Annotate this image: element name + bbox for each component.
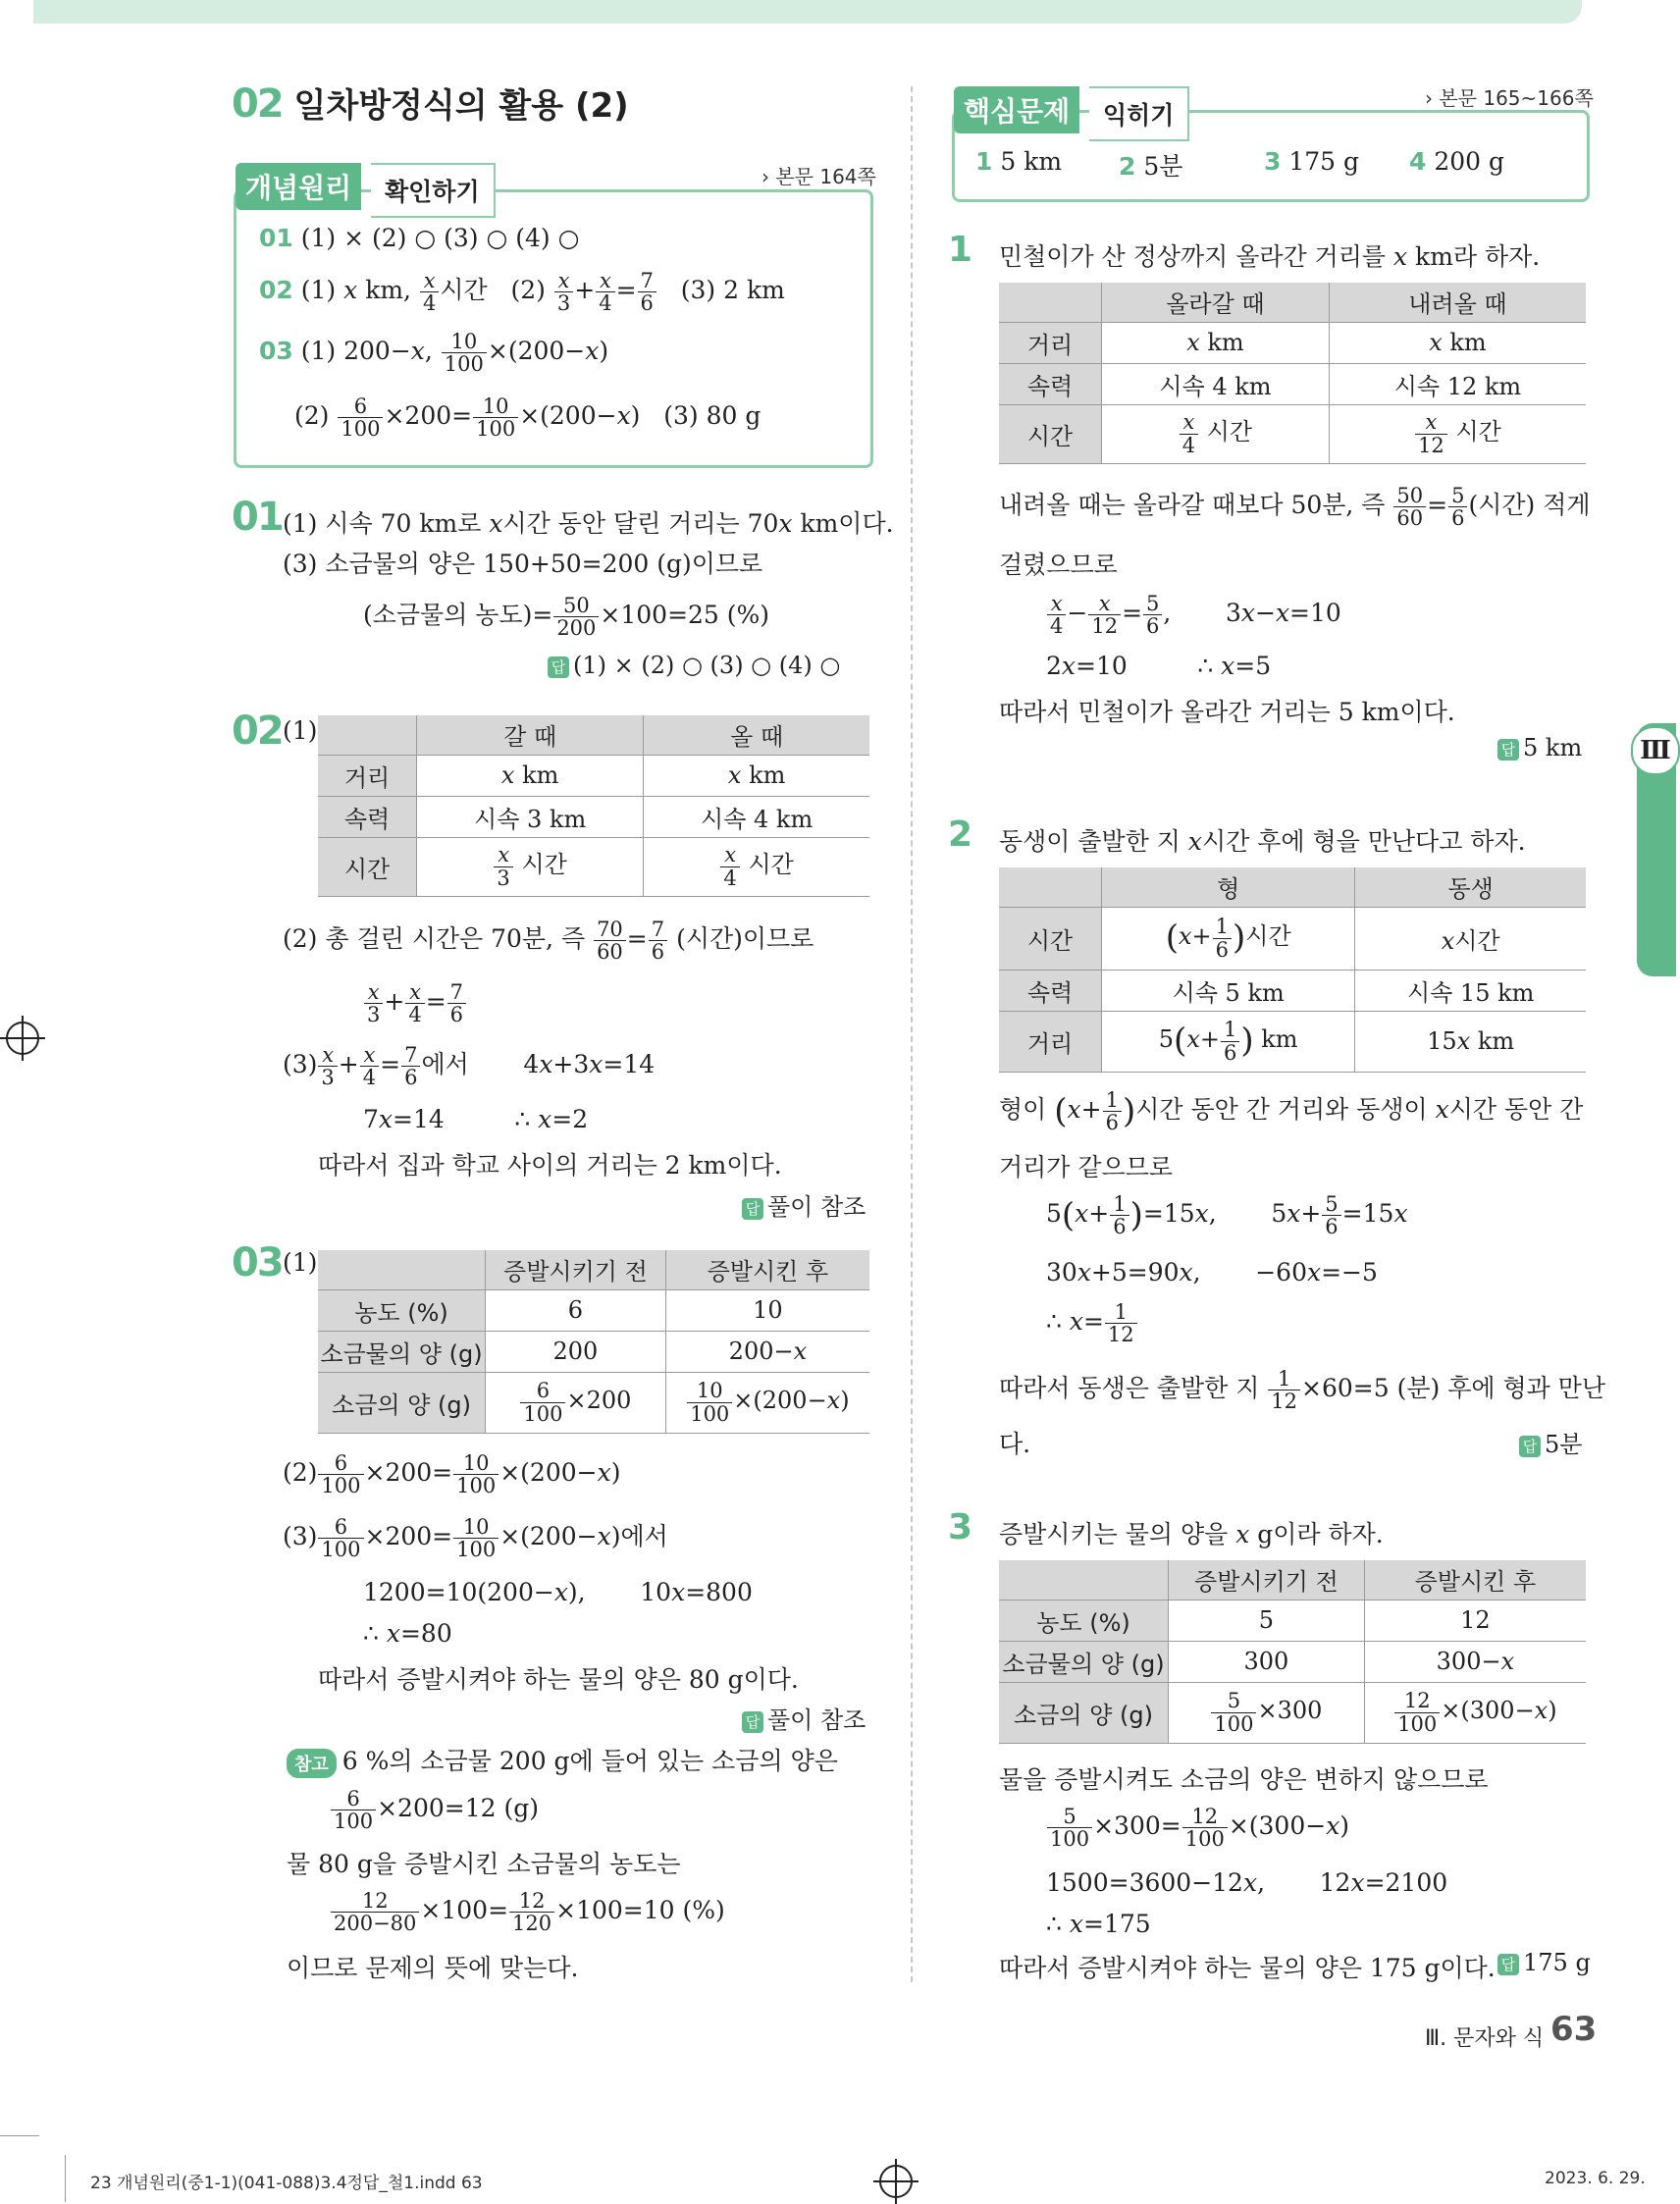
left-02-no: 02 xyxy=(232,708,283,754)
right-q1-eq2a: 3 xyxy=(1225,599,1241,628)
core-answer-val: 200 g xyxy=(1434,147,1505,176)
right-q2-line5a: 따라서 동생은 출발한 지 xyxy=(999,1374,1268,1403)
table-cell: 5(x+ $\frac{1}{6}$ ) km xyxy=(1102,1011,1355,1072)
frac-70-60: $\frac{70}{60}$ xyxy=(594,918,626,963)
table-cell xyxy=(417,837,644,896)
frac-1-12: $\frac{1}{12}$ xyxy=(1105,1301,1137,1345)
left-03-note2 xyxy=(330,1788,539,1832)
left-03-line4d: =800 xyxy=(685,1578,753,1606)
right-q3-line3b: , xyxy=(1257,1868,1266,1897)
right-q3-line3: 1500=3600−12x, 12x=2100 xyxy=(1046,1868,1448,1897)
table-header: 증발시킨 후 xyxy=(1364,1560,1586,1600)
frac-x-4: $\frac{x}{4}$ xyxy=(1047,593,1066,637)
left-03-line2: (2) $\frac{6}{100}$ ×200= $\frac{10}{100}$ ×(200−x) xyxy=(283,1451,621,1498)
frac-1-12: $\frac{1}{12}$ xyxy=(1268,1368,1300,1412)
cell-text: ×(300− xyxy=(1441,1697,1535,1725)
table-cell xyxy=(644,837,869,896)
right-q2-intro-b: 시간 후에 형을 만난다고 하자. xyxy=(1202,827,1526,856)
table-cell: $\frac{10}{100}$ ×(200−x) xyxy=(665,1372,869,1433)
left-01-line1: (1) 시속 70 km로 x시간 동안 달린 거리는 70x km이다. xyxy=(283,509,894,538)
left-01-line1b: 시간 동안 달린 거리는 70 xyxy=(502,509,779,538)
note-tag: 참고 xyxy=(287,1749,337,1778)
right-q3-line3c: 12 xyxy=(1319,1868,1351,1897)
right-q2-eq2: 30x+5=90x, −60x=−5 xyxy=(1046,1258,1378,1286)
left-03-line3: (3) $\frac{6}{100}$ ×200= $\frac{10}{100}$ ×(200−x)에서 xyxy=(283,1515,668,1562)
right-q1-intro-b: km라 하자. xyxy=(1407,242,1541,271)
row-label: 소금의 양 (g) xyxy=(999,1682,1169,1743)
answer-icon: 답 xyxy=(1519,1436,1541,1457)
frac-50-60: $\frac{50}{60}$ xyxy=(1393,485,1426,529)
frac-5-100: $\frac{5}{100}$ xyxy=(1211,1690,1256,1734)
table-cell: 시속 5 km xyxy=(1102,970,1355,1011)
core-tag: 핵심문제 xyxy=(954,86,1079,133)
cell-text: ×(200− xyxy=(733,1387,827,1415)
concept-q01 xyxy=(259,224,579,252)
frac-6-100: $\frac{6}{100}$ xyxy=(318,1516,363,1560)
right-q3-eq: $\frac{5}{100}$ ×300= $\frac{12}{100}$ ×(300−x) xyxy=(1046,1806,1349,1850)
core-answer-val: 175 g xyxy=(1288,147,1360,176)
left-03-line5a: ∴ xyxy=(363,1619,387,1648)
table-corner xyxy=(999,1560,1169,1600)
row-label: 속력 xyxy=(999,970,1102,1011)
cell-text: km xyxy=(522,761,559,789)
registration-mark-icon xyxy=(879,2165,913,2198)
concept-q02-p2: (2) xyxy=(510,276,546,305)
right-q1-eq2b: =10 xyxy=(1289,599,1341,628)
left-02-eq: $\frac{x}{3}$ + $\frac{x}{4}$ = $\frac{7}{6}$ xyxy=(363,981,467,1025)
cell-text: km xyxy=(1207,329,1244,356)
right-q1-intro-a: 민철이가 산 정상까지 올라간 거리를 xyxy=(999,242,1393,271)
concept-q01-text: (1) × (2) ○ (3) ○ (4) ○ xyxy=(300,224,580,252)
right-q2-line1: 형이 (x+ $\frac{1}{6}$ )시간 동안 간 거리와 동생이 x시간 동안 간 xyxy=(999,1088,1584,1135)
row-label: 시간 xyxy=(999,907,1102,970)
table-cell: 시속 3 km xyxy=(417,796,644,837)
right-q3-intro-b: g이라 하자. xyxy=(1249,1520,1384,1548)
right-q2-no: 2 xyxy=(948,814,971,855)
right-q3-intro: 증발시키는 물의 양을 x g이라 하자. xyxy=(999,1520,1384,1548)
table-header: 증발시킨 후 xyxy=(665,1250,869,1289)
right-q1-eq: $\frac{x}{4}$ − $\frac{x}{12}$ = $\frac{5}{6}$ , 3x−x=10 xyxy=(1046,593,1341,637)
cell-text: 300− xyxy=(1436,1648,1501,1675)
cell-text: 시간 xyxy=(1245,922,1291,951)
registration-mark-icon xyxy=(6,1022,39,1055)
right-q3-line4a: ∴ xyxy=(1046,1910,1070,1938)
left-03-note1-text: 6 %의 소금물 200 g에 들어 있는 소금의 양은 xyxy=(341,1747,838,1775)
cell-text: 200− xyxy=(728,1338,794,1365)
row-label: 거리 xyxy=(999,322,1102,363)
right-q2-answer xyxy=(1519,1425,1582,1459)
left-03-p1: (1) xyxy=(283,1248,318,1277)
core-ref: › 본문 165~166쪽 xyxy=(1425,86,1594,110)
crop-mark xyxy=(65,2155,66,2202)
left-03-answer-text: 풀이 참조 xyxy=(767,1706,866,1734)
core-answer-3 xyxy=(1264,147,1359,176)
core-answer-no: 3 xyxy=(1264,147,1282,176)
frac-x-4: $\frac{x}{4}$ xyxy=(360,1044,379,1088)
core-subtag: 익히기 xyxy=(1089,86,1189,141)
frac-7-6: $\frac{7}{6}$ xyxy=(649,918,667,963)
chapter-side-label: Ⅲ xyxy=(1631,726,1680,775)
concept-q02-p3: (3) 2 km xyxy=(680,276,785,305)
table-header: 올 때 xyxy=(644,715,869,755)
frac-7-6: $\frac{7}{6}$ xyxy=(401,1044,420,1088)
cell-text: ×300 xyxy=(1257,1697,1323,1725)
concept-q02-no: 02 xyxy=(259,276,293,305)
left-03-p3: (3) xyxy=(283,1522,318,1551)
right-q2-eq1: 5(x+ $\frac{1}{6}$ )=15x, 5x+ $\frac{5}{6}$ =15x xyxy=(1046,1192,1408,1239)
table-cell: $\frac{12}{100}$ ×(300−x) xyxy=(1364,1682,1586,1743)
table-cell: 6 xyxy=(486,1289,666,1331)
core-answer-val: 5분 xyxy=(1143,152,1183,181)
left-03-line4: 1200=10(200−x), 10x=800 xyxy=(363,1578,753,1606)
concept-q03-line2: (2) $\frac{6}{100}$ ×200= $\frac{10}{100}$ ×(200−x) (3) 80 g xyxy=(294,394,761,442)
right-q2-eq3: ∴ x= $\frac{1}{12}$ xyxy=(1046,1301,1138,1345)
row-label: 시간 xyxy=(318,837,417,896)
concept-ref-text: 본문 164쪽 xyxy=(775,165,876,188)
right-q1-line4a: 2 xyxy=(1046,652,1062,680)
right-q1-line1a: 내려올 때는 올라갈 때보다 50분, 즉 xyxy=(999,491,1393,520)
section-heading xyxy=(232,79,629,127)
cell-text: 시간 xyxy=(1454,926,1500,955)
answer-icon: 답 xyxy=(742,1711,763,1733)
cell-text: km xyxy=(1477,1027,1515,1055)
row-label: 소금물의 양 (g) xyxy=(999,1641,1169,1682)
row-label: 거리 xyxy=(318,755,417,796)
right-q2-line5b: ×60=5 (분) 후에 형과 만난 xyxy=(1301,1374,1605,1403)
table-cell: x km xyxy=(1102,322,1330,363)
row-label: 거리 xyxy=(999,1011,1102,1072)
core-answer-no: 1 xyxy=(975,147,993,176)
table-cell: x km xyxy=(644,755,869,796)
frac-1-6: $\frac{1}{6}$ xyxy=(1213,916,1232,960)
right-q2-line6: 다. xyxy=(999,1430,1031,1458)
left-03-eq3tail: )에서 xyxy=(610,1522,668,1551)
core-answer-val: 5 km xyxy=(1000,147,1063,176)
right-q2-intro-a: 동생이 출발한 지 xyxy=(999,827,1188,856)
right-q3-intro-a: 증발시키는 물의 양을 xyxy=(999,1520,1236,1548)
right-q3-answer xyxy=(1497,1949,1591,1976)
answer-icon: 답 xyxy=(1497,1954,1519,1975)
concept-q03-p2b: ×200= xyxy=(384,401,473,431)
top-band xyxy=(33,0,1582,24)
concept-ref: › 본문 164쪽 xyxy=(761,165,876,188)
concept-tag: 개념원리 xyxy=(236,163,361,210)
right-q3-line1: 물을 증발시켜도 소금의 양은 변하지 않으므로 xyxy=(999,1765,1489,1794)
left-03-note1 xyxy=(287,1742,838,1778)
right-q1-answer xyxy=(1497,734,1582,761)
right-q1-line4: 2x=10 ∴ x=5 xyxy=(1046,652,1272,680)
table-cell xyxy=(1102,404,1330,463)
table-cell: 5 xyxy=(1169,1600,1365,1641)
left-03-line4a: 1200=10(200− xyxy=(363,1578,554,1606)
left-02-p1: (1) xyxy=(283,716,318,745)
frac-5-6: $\frac{5}{6}$ xyxy=(1448,485,1467,529)
right-q3-line3d: =2100 xyxy=(1364,1868,1448,1897)
frac-10-100: $\frac{10}{100}$ xyxy=(687,1380,732,1424)
right-q3-line4: ∴ x=175 xyxy=(1046,1910,1151,1938)
right-q1-line2: 걸렸으므로 xyxy=(999,551,1118,579)
table-cell: 시속 12 km xyxy=(1329,363,1586,404)
left-02-table xyxy=(318,715,869,897)
concept-q03-p2: (2) xyxy=(294,401,330,431)
footer-chapter: Ⅲ. 문자와 식 xyxy=(1425,2026,1545,2051)
frac-x-4b: $\frac{x}{4}$ xyxy=(596,270,614,314)
frac-x-3: $\frac{x}{3}$ xyxy=(364,981,383,1025)
table-cell: 10 xyxy=(665,1289,869,1331)
section-number: 02 xyxy=(232,81,283,127)
crop-mark xyxy=(0,2135,39,2136)
left-02-line4c: ∴ xyxy=(514,1105,539,1133)
table-header: 형 xyxy=(1102,867,1355,907)
frac-6-100: $\frac{6}{100}$ xyxy=(318,1452,363,1496)
table-cell: 200 xyxy=(486,1331,666,1372)
table-cell: x시간 xyxy=(1355,907,1586,970)
left-01-answer xyxy=(548,652,840,679)
table-cell: x km xyxy=(1329,322,1586,363)
page-number: 63 xyxy=(1550,2010,1598,2049)
column-divider xyxy=(911,86,913,1982)
frac-x-4: $\frac{x}{4}$ xyxy=(1180,411,1198,455)
frac-10-100: $\frac{10}{100}$ xyxy=(453,1516,499,1560)
table-cell xyxy=(1329,404,1586,463)
right-q2-table xyxy=(999,867,1586,1073)
table-corner xyxy=(999,867,1102,907)
concept-q02: 02 (1) x km, $\frac{x}{4}$ 시간 (2) $\frac{x}{3}$ + $\frac{x}{4}$ = $\frac{7}{6}$ (3) 2 km xyxy=(259,269,785,316)
right-q2-answer-text: 5분 xyxy=(1545,1431,1583,1458)
core-answer-1 xyxy=(975,147,1062,176)
left-03-note3: 물 80 g을 증발시킨 소금물의 농도는 xyxy=(287,1850,681,1878)
left-02-line2b: (시간)이므로 xyxy=(676,924,814,954)
left-03-line4c: 10 xyxy=(640,1578,672,1606)
core-answer-4 xyxy=(1409,147,1504,176)
frac-5-100: $\frac{5}{100}$ xyxy=(1047,1806,1092,1850)
row-label: 소금의 양 (g) xyxy=(318,1372,486,1433)
frac-50-200: $\frac{50}{200}$ xyxy=(553,595,599,639)
left-03-note4a: ×100= xyxy=(420,1896,509,1925)
frac-5-6: $\frac{5}{6}$ xyxy=(1143,593,1162,637)
row-label: 농도 (%) xyxy=(318,1289,486,1331)
right-q1-line4c: ∴ xyxy=(1197,652,1222,680)
footer-file: 23 개념원리(중1-1)(041-088)3.4정답_철1.indd 63 xyxy=(90,2174,483,2193)
concept-q03-p2c: ×(200− xyxy=(519,401,617,431)
left-02-answer-text: 풀이 참조 xyxy=(767,1193,866,1221)
left-02-line4b: =14 xyxy=(393,1105,445,1133)
cell-text: 시간 xyxy=(1206,418,1253,446)
right-q2-line1c: 시간 동안 간 xyxy=(1448,1095,1584,1125)
right-q3-table xyxy=(999,1560,1586,1744)
right-q1-table xyxy=(999,283,1586,464)
concept-q02-p1: (1) xyxy=(300,276,337,305)
left-03-table xyxy=(318,1250,869,1434)
frac-x-3: $\frac{x}{3}$ xyxy=(318,1044,337,1088)
cell-text: km xyxy=(1261,1025,1298,1054)
table-cell xyxy=(1169,1682,1365,1743)
right-q3-line4b: =175 xyxy=(1082,1910,1151,1938)
concept-q01-no: 01 xyxy=(259,224,293,252)
answer-icon: 답 xyxy=(1497,739,1519,761)
frac-x-12: $\frac{x}{12}$ xyxy=(1088,593,1121,637)
right-q2-line5 xyxy=(999,1368,1605,1412)
frac-10-100: $\frac{10}{100}$ xyxy=(453,1452,499,1496)
frac-12-100: $\frac{12}{100}$ xyxy=(1394,1690,1440,1734)
left-02-line5: 따라서 집과 학교 사이의 거리는 2 km이다. xyxy=(318,1151,782,1180)
concept-q02-km: km, xyxy=(365,276,411,305)
left-03-line4b: ), xyxy=(567,1578,586,1606)
frac-10-100b: $\frac{10}{100}$ xyxy=(473,395,518,440)
core-answer-no: 4 xyxy=(1409,147,1427,176)
row-label: 시간 xyxy=(999,404,1102,463)
table-cell xyxy=(486,1372,666,1433)
right-q1-answer-text: 5 km xyxy=(1523,734,1583,761)
table-header: 증발시키기 전 xyxy=(486,1250,666,1289)
table-corner xyxy=(318,1250,486,1289)
left-03-line6: 따라서 증발시켜야 하는 물의 양은 80 g이다. xyxy=(318,1665,799,1694)
left-02-answer xyxy=(742,1187,866,1222)
left-01-line3b: ×100=25 (%) xyxy=(600,601,770,630)
right-q2-intro: 동생이 출발한 지 x시간 후에 형을 만난다고 하자. xyxy=(999,827,1526,856)
right-q1-line1: 내려올 때는 올라갈 때보다 50분, 즉 $\frac{50}{60}$ = $\frac{5}{6}$ (시간) 적게 xyxy=(999,484,1591,531)
left-03-note4 xyxy=(330,1890,725,1934)
table-cell: (x+ $\frac{1}{6}$ )시간 xyxy=(1102,907,1355,970)
table-cell: 시속 4 km xyxy=(644,796,869,837)
left-02-line3b: 에서 xyxy=(421,1050,469,1079)
cell-text: km xyxy=(749,761,786,789)
left-03-no: 03 xyxy=(232,1240,283,1286)
var-x: x xyxy=(343,276,358,305)
left-03-note2-text: ×200=12 (g) xyxy=(377,1794,539,1823)
frac-5-6: $\frac{5}{6}$ xyxy=(1322,1193,1340,1237)
table-cell: 12 xyxy=(1364,1600,1586,1641)
left-03-p2: (2) xyxy=(283,1458,318,1488)
answer-icon: 답 xyxy=(548,656,569,678)
frac-x-3: $\frac{x}{3}$ xyxy=(494,844,512,888)
right-q1-line4b: =10 xyxy=(1076,652,1128,680)
concept-q02-time: 시간 xyxy=(440,276,488,305)
cell-text: 시간 xyxy=(1455,418,1501,446)
right-q1-line1b: (시간) 적게 xyxy=(1468,491,1591,520)
frac-1-6: $\frac{1}{6}$ xyxy=(1221,1019,1239,1063)
frac-6-100: $\frac{6}{100}$ xyxy=(331,1788,376,1832)
table-header: 동생 xyxy=(1355,867,1586,907)
table-corner xyxy=(318,715,417,755)
left-02-line2a: (2) 총 걸린 시간은 70분, 즉 xyxy=(283,924,594,954)
frac-1-6: $\frac{1}{6}$ xyxy=(1110,1193,1129,1237)
frac-10-100: $\frac{10}{100}$ xyxy=(442,331,487,375)
right-q2-line1a: 형이 xyxy=(999,1095,1055,1125)
frac-6-100: $\frac{6}{100}$ xyxy=(338,395,383,440)
right-q2-line1b: 시간 동안 간 거리와 동생이 xyxy=(1135,1095,1436,1125)
frac-x-4: $\frac{x}{4}$ xyxy=(720,844,739,888)
row-label: 속력 xyxy=(999,363,1102,404)
concept-subtag: 확인하기 xyxy=(371,163,496,218)
table-header: 내려올 때 xyxy=(1329,283,1586,322)
table-cell: 300 xyxy=(1169,1641,1365,1682)
concept-q03: 03 (1) 200−x, $\frac{10}{100}$ ×(200−x) xyxy=(259,330,609,377)
answer-icon: 답 xyxy=(742,1198,763,1220)
table-header: 올라갈 때 xyxy=(1102,283,1330,322)
left-02-line4: 7x=14 ∴ x=2 xyxy=(363,1105,589,1133)
left-01-answer-text: (1) × (2) ○ (3) ○ (4) ○ xyxy=(573,652,841,679)
left-02-line3: (3) $\frac{x}{3}$ + $\frac{x}{4}$ = $\frac{7}{6}$ 에서 4x+3x=14 xyxy=(283,1043,656,1090)
frac-x-3: $\frac{x}{3}$ xyxy=(554,270,573,314)
left-03-note4b: ×100=10 (%) xyxy=(555,1896,725,1925)
left-01-line1a: (1) 시속 70 km로 xyxy=(283,509,490,538)
frac-6-100: $\frac{6}{100}$ xyxy=(520,1380,565,1424)
left-03-note5: 이므로 문제의 뜻에 맞는다. xyxy=(287,1954,579,1982)
frac-x-4: $\frac{x}{4}$ xyxy=(420,270,439,314)
core-ref-text: 본문 165~166쪽 xyxy=(1439,86,1594,110)
frac-12-200-80: $\frac{12}{200-80}$ xyxy=(331,1890,419,1934)
left-01-line3 xyxy=(363,595,769,639)
right-q3-no: 3 xyxy=(948,1507,971,1548)
frac-12-100: $\frac{12}{100}$ xyxy=(1182,1806,1228,1850)
table-header: 갈 때 xyxy=(417,715,644,755)
concept-q03-p3: (3) 80 g xyxy=(663,401,761,431)
frac-1-6: $\frac{1}{6}$ xyxy=(1103,1089,1122,1133)
footer-date: 2023. 6. 29. xyxy=(1545,2169,1646,2188)
row-label: 소금물의 양 (g) xyxy=(318,1331,486,1372)
table-cell: 시속 15 km xyxy=(1355,970,1586,1011)
left-03-line5: ∴ x=80 xyxy=(363,1619,452,1648)
right-q3-line5: 따라서 증발시켜야 하는 물의 양은 175 g이다. xyxy=(999,1954,1496,1982)
left-02-line4a: 7 xyxy=(363,1105,379,1133)
table-cell: x km xyxy=(417,755,644,796)
cell-text: km xyxy=(1449,329,1487,356)
right-q3-line3a: 1500=3600−12 xyxy=(1046,1868,1243,1897)
concept-q03-p1b: ×(200− xyxy=(487,337,586,366)
table-header: 증발시키기 전 xyxy=(1169,1560,1365,1600)
row-label: 농도 (%) xyxy=(999,1600,1169,1641)
right-q1-line5: 따라서 민철이가 올라간 거리는 5 km이다. xyxy=(999,698,1455,726)
table-cell: 시속 4 km xyxy=(1102,363,1330,404)
left-03-answer xyxy=(742,1701,866,1735)
cell-text: ×200 xyxy=(566,1387,632,1415)
right-q1-no: 1 xyxy=(948,230,971,270)
left-02-line2: (2) 총 걸린 시간은 70분, 즉 $\frac{70}{60}$ = $\frac{7}{6}$ (시간)이므로 xyxy=(283,918,814,965)
core-answer-no: 2 xyxy=(1119,152,1136,181)
left-01-line1c: km이다. xyxy=(792,509,894,538)
left-01-line3a: (소금물의 농도)= xyxy=(363,601,553,630)
right-q1-line4d: =5 xyxy=(1234,652,1272,680)
concept-q03-no: 03 xyxy=(259,337,293,366)
table-cell: 200−x xyxy=(665,1331,869,1372)
frac-7-6: $\frac{7}{6}$ xyxy=(447,981,466,1025)
cell-text: 시간 xyxy=(521,851,567,879)
left-02-p3: (3) xyxy=(283,1050,318,1079)
right-q1-intro: 민철이가 산 정상까지 올라간 거리를 x km라 하자. xyxy=(999,242,1541,271)
left-02-line3c: 4 xyxy=(523,1050,540,1079)
frac-x-4: $\frac{x}{4}$ xyxy=(405,981,424,1025)
frac-12-120: $\frac{12}{120}$ xyxy=(509,1890,554,1934)
section-title: 일차방정식의 활용 (2) xyxy=(293,86,629,126)
table-corner xyxy=(999,283,1102,322)
frac-7-6: $\frac{7}{6}$ xyxy=(638,270,656,314)
right-q2-line2: 거리가 같으므로 xyxy=(999,1153,1173,1181)
table-cell: 300−x xyxy=(1364,1641,1586,1682)
row-label: 속력 xyxy=(318,796,417,837)
cell-text: 시간 xyxy=(748,851,794,879)
frac-x-12: $\frac{x}{12}$ xyxy=(1415,411,1447,455)
table-cell: 15x km xyxy=(1355,1011,1586,1072)
right-q3-answer-text: 175 g xyxy=(1523,1949,1591,1976)
concept-q03-p1: (1) 200− xyxy=(300,337,411,366)
core-answer-2 xyxy=(1119,147,1182,183)
left-01-no: 01 xyxy=(232,495,283,540)
left-01-line2: (3) 소금물의 양은 150+50=200 (g)이므로 xyxy=(283,550,763,578)
